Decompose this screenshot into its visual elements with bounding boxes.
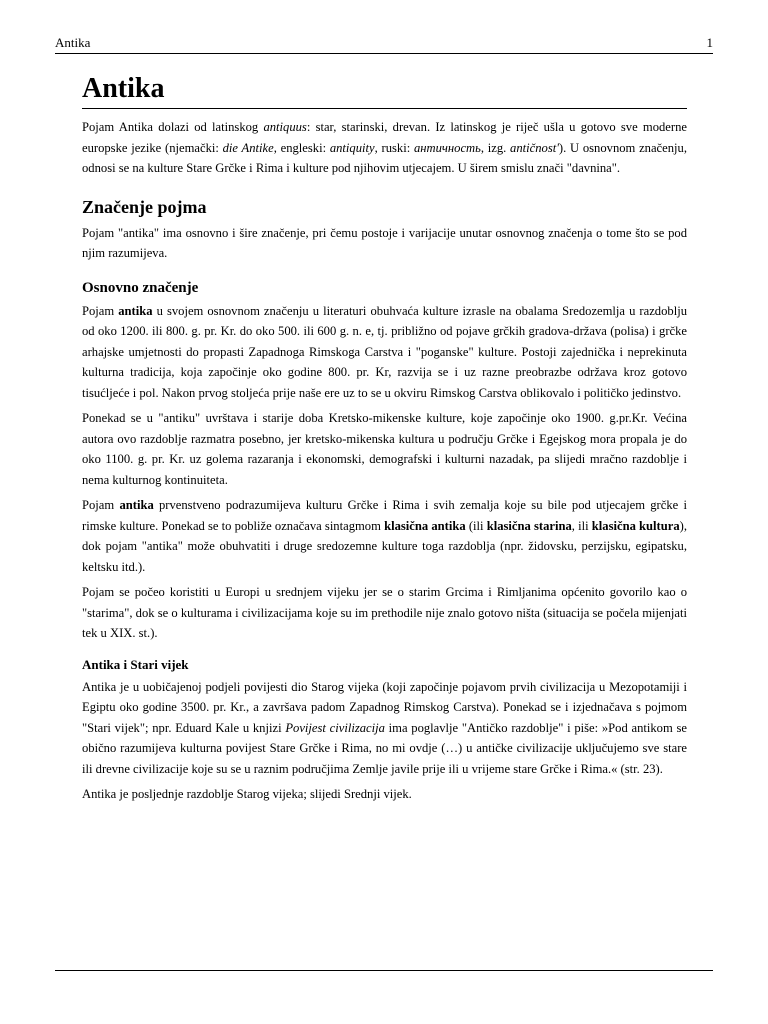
running-title: Antika <box>55 35 91 50</box>
bold-term: antika <box>118 303 153 318</box>
stari-vijek-paragraph-2: Antika je posljednje razdoblje Starog vijeka; slijedi Srednji vijek. <box>82 787 412 801</box>
italic-term: Povijest civilizacija <box>285 720 385 735</box>
section-heading-stari-vijek: Antika i Stari vijek <box>82 656 189 672</box>
footer-rule <box>55 970 713 971</box>
italic-term: antičnost' <box>510 140 559 155</box>
znacenje-paragraph: Pojam "antika" ima osnovno i šire značenje, pri čemu postoje i varijacije unutar osnovnog značenja o tome što se pod njim razumijeva. <box>82 225 687 260</box>
bold-term: klasična antika <box>384 518 466 533</box>
osnovno-paragraph-2: Ponekad se u "antiku" uvrštava i starije doba Kretsko-mikenske kulture, koje započinje oko 1900. g.pr.Kr. Većina autora ovo razdoblje razmatra posebno, jer kretsko-mikenska kultura u području Grčke i Egejskog mora propala je do oko 1100. g. pr. Kr. uz golema razaranja i ekonomski, demografski i kulturni nazadak, pa slijedi mračno razdoblje i nema kulturnog kontinuiteta. <box>82 411 687 487</box>
italic-term: die Antike <box>222 140 274 155</box>
section-heading-osnovno: Osnovno značenje <box>82 279 199 296</box>
italic-term: античность <box>413 140 481 155</box>
article-title: Antika <box>82 72 687 109</box>
bold-term: klasična kultura <box>591 518 680 533</box>
bold-term: klasična starina <box>486 518 572 533</box>
italic-term: antiquity <box>329 140 375 155</box>
osnovno-paragraph-3: Pojam antika prvenstveno podrazumijeva kulturu Grčke i Rima i svih zemalja koje su bile pod utjecajem grčke i rimske kulture. Ponekad se to pobliže označava sintagmom klasična antika (ili klasična starina, ili klasična kultura), dok pojam "antika" može obuhvatiti i druge sredozemne kulture toga razdoblja (npr. židovsku, perzijsku, egipatsku, keltsku itd.). <box>82 498 687 574</box>
italic-term: antiquus <box>263 120 307 134</box>
page-number: 1 <box>706 35 713 50</box>
section-heading-znacenje: Značenje pojma <box>82 196 207 217</box>
intro-paragraph: Pojam Antika dolazi od latinskog antiquus: star, starinski, drevan. Iz latinskog je riječ ušla u gotovo sve moderne europske jezike (njemački: die Antike, engleski: antiquity, ruski: античность, izg. antičnost'). U osnovnom značenju, odnosi se na kulture Stare Grčke i Rima i kulture pod njihovim utjecajem. U širem smislu znači "davnina". <box>82 120 687 175</box>
osnovno-paragraph-4: Pojam se počeo koristiti u Europi u srednjem vijeku jer se o starim Grcima i Rimljanima općenito govorilo kao o "starima", dok se o kulturama i civilizacijama koje su im prethodile nije znalo gotovo ništa (situacija se počela mijenjati tek u XIX. st.). <box>82 585 687 640</box>
osnovno-paragraph-1: Pojam antika u svojem osnovnom značenju u literaturi obuhvaća kulture izrasle na obalama Sredozemlja u razdoblju od oko 1200. ili 800. g. pr. Kr. do oko 500. ili 600 g. n. e, tj. približno od pojave grčkih gradova-država (polisa) i grčke arhajske umjetnosti do propasti Zapadnoga Rimskoga Carstva i "poganske" kulture. Postoji zajednička i neprekinuta kulturna tradicija, koja započinje oko godine 800. pr. Kr, razvija se i uz razne preobrazbe održava kroz gotovo tisućljeće i pol. Nakon prvog stoljeća prije naše ere uz to se u okviru Rimskog Carstva oblikovalo i političko jedinstvo. <box>82 303 687 400</box>
article-body <box>82 72 687 805</box>
page-header <box>55 35 713 54</box>
stari-vijek-paragraph-1: Antika je u uobičajenoj podjeli povijesti dio Starog vijeka (koji započinje pojavom prvih civilizacija u Mezopotamiji i Egiptu oko godine 3500. pr. Kr., a završava padom Zapadnog Rimskog Carstva). Ponekad se i izjednačava s pojmom "Stari vijek"; npr. Eduard Kale u knjizi Povijest civilizacija ima poglavlje "Antičko razdoblje" i piše: »Pod antikom se obično razumijeva kulturna povijest Stare Grčke i Rima, no mi ovdje (…) u antičke civilizacije uključujemo sve stare ili drevne civilizacije koje su se u raznim područjima Zemlje javile prije ili u vrijeme stare Grčke i Rima.« (str. 23). <box>82 679 688 776</box>
bold-term: antika <box>119 498 154 512</box>
